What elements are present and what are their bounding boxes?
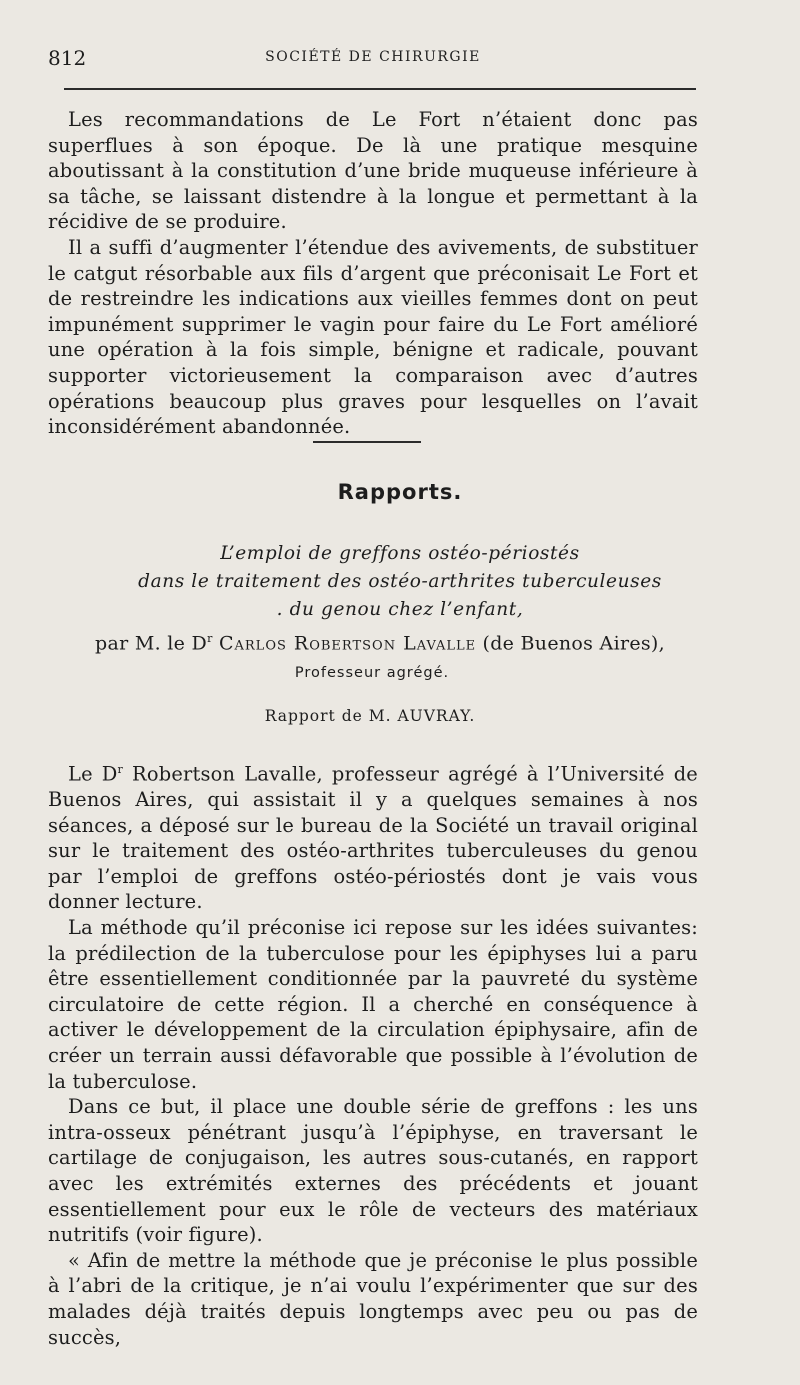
author-suffix: (de Buenos Aires), <box>482 632 665 655</box>
report-paragraph: « Afin de mettre la méthode que je préconise le plus possible à l’abri de la critique, je n’ai voulu l’expérimenter que sur des malades déjà traités depuis longtemps avec peu ou pas de succès, <box>48 1248 698 1349</box>
article-title-line: . du genou chez l’enfant, <box>276 599 524 620</box>
report-p1-start: Le D <box>68 762 118 786</box>
section-divider <box>313 441 421 443</box>
report-paragraph <box>48 757 698 915</box>
report-p1-rest: Robertson Lavalle, professeur agrégé à l’Université de Buenos Aires, qui assistait il y a quelques semaines à nos séances, a déposé sur le bureau de la Société un travail original sur le traitement des ostéo-arthrites tuberculeuses du genou par l’emploi de greffons ostéo-périostés dont je vais vous donner lecture. <box>48 762 698 914</box>
running-head: SOCIÉTÉ DE CHIRURGIE <box>265 49 481 65</box>
report-text <box>48 757 698 1350</box>
author-prefix-sup: r <box>207 632 213 645</box>
article-title <box>0 540 800 624</box>
article-title-line: dans le traitement des ostéo-arthrites tuberculeuses <box>138 571 662 592</box>
intro-text <box>48 107 698 440</box>
intro-paragraph: Les recommandations de Le Fort n’étaient donc pas superflues à son époque. De là une pratique mesquine aboutissant à la constitution d’une bride muqueuse inférieure à sa tâche, se laissant distendre à la longue et permettant à la récidive de se produire. <box>48 108 698 234</box>
intro-paragraph: Il a suffi d’augmenter l’étendue des avivements, de substituer le catgut résorbable aux fils d’argent que préconisait Le Fort et de restreindre les indications aux vieilles femmes dont on peut impunément supprimer le vagin pour faire du Le Fort amélioré une opération à la fois simple, bénigne et radicale, pouvant supporter victorieusement la comparaison avec d’autres opérations beaucoup plus graves pour lesquelles on l’avait inconsidérément abandonnée. <box>48 235 698 439</box>
page-header <box>48 46 698 72</box>
article-title-line: L’emploi de greffons ostéo-périostés <box>220 543 580 564</box>
report-paragraph: La méthode qu’il préconise ici repose sur les idées suivantes: la prédilection de la tuberculose pour les épiphyses lui a paru être essentiellement conditionnée par la pauvreté du système circulatoire de cette région. Il a cherché en conséquence à activer le développement de la circulation épiphysaire, afin de créer un terrain aussi défavorable que possible à l’évolution de la tuberculose. <box>48 916 698 1093</box>
author-title: Professeur agrégé. <box>294 665 450 681</box>
author-prefix: par M. le D <box>95 632 208 655</box>
report-p1-sup: r <box>117 763 124 776</box>
author-name: Carlos Robertson Lavalle <box>218 632 477 655</box>
header-rule <box>64 88 696 90</box>
section-title: Rapports. <box>337 480 463 504</box>
author-line <box>0 632 760 654</box>
rapporteur: Rapport de M. AUVRAY. <box>264 707 476 725</box>
report-paragraph: Dans ce but, il place une double série de greffons : les uns intra-osseux pénétrant jusqu’à l’épiphyse, en traversant le cartilage de conjugaison, les autres sous-cutanés, en rapport avec les extrémités externes des précédents et jouant essentiellement pour eux le rôle de vecteurs des matériaux nutritifs (voir figure). <box>48 1095 698 1247</box>
page-number: 812 <box>48 46 87 70</box>
